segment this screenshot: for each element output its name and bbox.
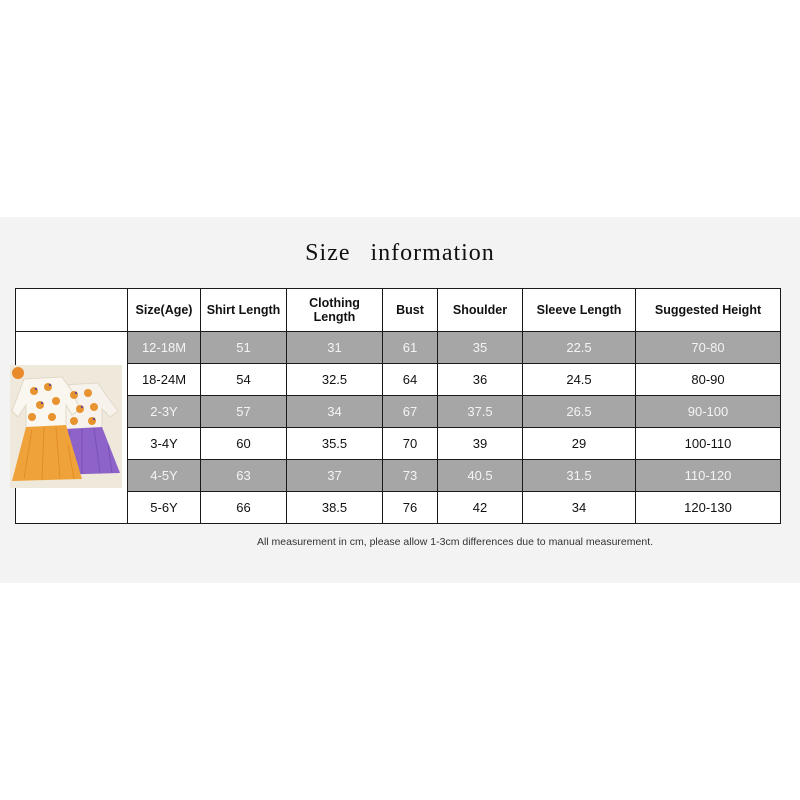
- header-shoulder: Shoulder: [438, 289, 523, 332]
- dress-illustration: [10, 365, 122, 488]
- header-shirt-length: Shirt Length: [201, 289, 287, 332]
- cell-clothing-length: 38.5: [287, 492, 383, 524]
- header-clothing-length: Clothing Length: [287, 289, 383, 332]
- table-row: [16, 460, 781, 492]
- cell-bust: 67: [383, 396, 438, 428]
- table-row: [16, 396, 781, 428]
- cell-clothing-length: 32.5: [287, 364, 383, 396]
- cell-suggested-height: 120-130: [636, 492, 781, 524]
- cell-shirt-length: 66: [201, 492, 287, 524]
- table-row: [16, 428, 781, 460]
- title-word-information: information: [370, 240, 495, 266]
- product-photo: [10, 365, 122, 488]
- cell-shirt-length: 54: [201, 364, 287, 396]
- cell-clothing-length: 35.5: [287, 428, 383, 460]
- cell-suggested-height: 100-110: [636, 428, 781, 460]
- header-suggested-height: Suggested Height: [636, 289, 781, 332]
- cell-shoulder: 42: [438, 492, 523, 524]
- measurement-note: All measurement in cm, please allow 1-3cm differences due to manual measurement.: [256, 536, 654, 548]
- cell-shoulder: 39: [438, 428, 523, 460]
- cell-clothing-length: 31: [287, 332, 383, 364]
- cell-sleeve-length: 29: [523, 428, 636, 460]
- cell-bust: 64: [383, 364, 438, 396]
- header-empty: [16, 289, 128, 332]
- cell-suggested-height: 70-80: [636, 332, 781, 364]
- cell-size: 5-6Y: [128, 492, 201, 524]
- cell-shirt-length: 57: [201, 396, 287, 428]
- cell-clothing-length: 34: [287, 396, 383, 428]
- cell-sleeve-length: 34: [523, 492, 636, 524]
- cell-shoulder: 36: [438, 364, 523, 396]
- cell-size: 2-3Y: [128, 396, 201, 428]
- cell-size: 12-18M: [128, 332, 201, 364]
- header-sleeve-length: Sleeve Length: [523, 289, 636, 332]
- cell-bust: 61: [383, 332, 438, 364]
- table-row: [16, 364, 781, 396]
- cell-sleeve-length: 24.5: [523, 364, 636, 396]
- title-word-size: Size: [305, 240, 351, 266]
- cell-shoulder: 35: [438, 332, 523, 364]
- cell-shirt-length: 51: [201, 332, 287, 364]
- header-bust: Bust: [383, 289, 438, 332]
- cell-shoulder: 40.5: [438, 460, 523, 492]
- cell-sleeve-length: 26.5: [523, 396, 636, 428]
- cell-size: 3-4Y: [128, 428, 201, 460]
- cell-sleeve-length: 31.5: [523, 460, 636, 492]
- cell-size: 4-5Y: [128, 460, 201, 492]
- table-row: [16, 332, 781, 364]
- cell-suggested-height: 90-100: [636, 396, 781, 428]
- page-title: [0, 240, 800, 267]
- cell-shirt-length: 60: [201, 428, 287, 460]
- table-row: [16, 492, 781, 524]
- cell-bust: 76: [383, 492, 438, 524]
- size-table: [15, 288, 781, 524]
- cell-suggested-height: 110-120: [636, 460, 781, 492]
- cell-shirt-length: 63: [201, 460, 287, 492]
- table-header-row: [16, 289, 781, 332]
- cell-suggested-height: 80-90: [636, 364, 781, 396]
- cell-shoulder: 37.5: [438, 396, 523, 428]
- cell-clothing-length: 37: [287, 460, 383, 492]
- header-size-age: Size(Age): [128, 289, 201, 332]
- cell-bust: 73: [383, 460, 438, 492]
- cell-bust: 70: [383, 428, 438, 460]
- cell-size: 18-24M: [128, 364, 201, 396]
- cell-sleeve-length: 22.5: [523, 332, 636, 364]
